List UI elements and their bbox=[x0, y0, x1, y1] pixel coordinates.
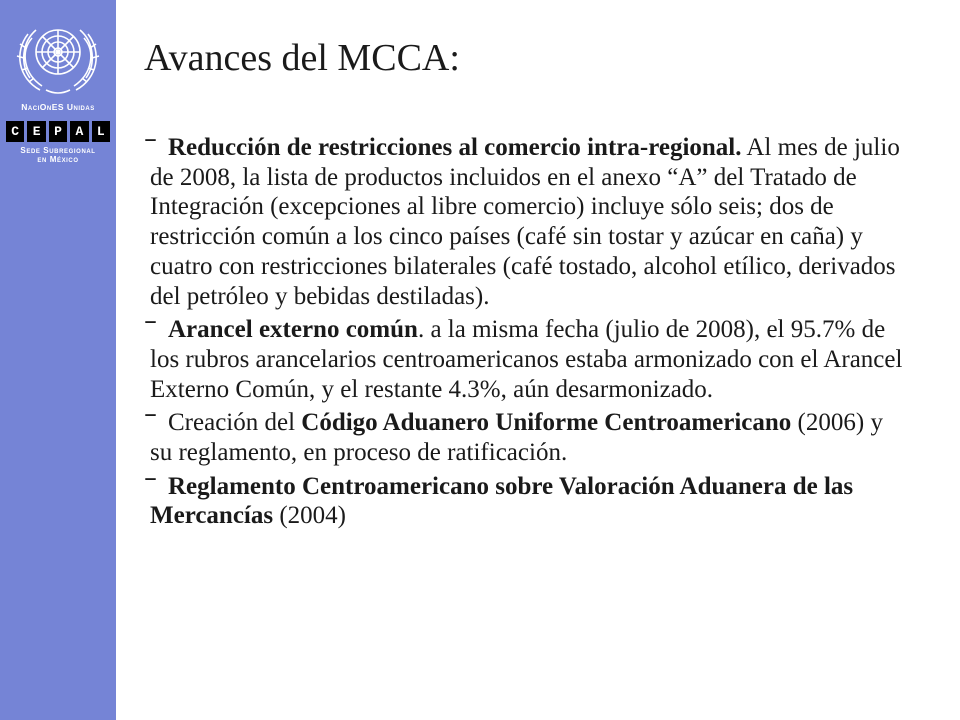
bullet-bold: Reglamento Centroamericano sobre Valoración Aduanera de las Mercancías bbox=[150, 472, 854, 530]
dash-bullet-icon: – bbox=[144, 124, 157, 154]
bullet-text: (2004) bbox=[273, 502, 347, 530]
dash-bullet-icon: – bbox=[144, 462, 157, 493]
sidebar bbox=[0, 0, 116, 720]
dash-bullet-icon: – bbox=[144, 399, 157, 430]
org-name: NaciOnES Unidas bbox=[21, 102, 95, 112]
sede-line-1: Sede Subregional bbox=[20, 146, 96, 155]
cepal-letter: E bbox=[27, 121, 45, 142]
bullet-body bbox=[150, 133, 910, 311]
cepal-logo bbox=[6, 121, 110, 142]
cepal-letter: A bbox=[70, 121, 88, 142]
sede-line-2: en México bbox=[37, 155, 79, 164]
bullet-text: (2006) y su reglamento, en proceso de ratificación. bbox=[150, 409, 883, 467]
bullet-bold: Código Aduanero Uniforme Centroamericano bbox=[301, 409, 792, 437]
bullet-list bbox=[144, 124, 910, 535]
bullet-text: . a la misma fecha (julio de 2008), el 95.7% de los rubros arancelarios centroamericanos estaba armonizado con el Arancel Externo Común, y el restante 4.3%, aún desarmonizado. bbox=[150, 316, 903, 403]
un-emblem-icon bbox=[6, 8, 110, 98]
cepal-letter: C bbox=[6, 121, 24, 142]
bullet-bold: Reducción de restricciones al comercio intra-regional. bbox=[168, 134, 742, 161]
cepal-letter: P bbox=[49, 121, 67, 142]
slide-title: Avances del MCCA: bbox=[144, 37, 460, 79]
bullet-body bbox=[150, 408, 910, 467]
bullet-bold: Arancel externo común bbox=[168, 316, 418, 344]
dash-bullet-icon: – bbox=[144, 306, 157, 337]
bullet-item bbox=[144, 399, 910, 467]
bullet-body bbox=[150, 315, 910, 404]
bullet-body bbox=[150, 472, 910, 531]
bullet-item bbox=[144, 124, 910, 311]
bullet-item bbox=[144, 306, 910, 404]
bullet-text: Al mes de julio de 2008, la lista de productos incluidos en el anexo “A” del Tratado de Integración (excepciones al libre comercio) incluye sólo seis; dos de restricción común a los cinco países (café sin tostar y azúcar en caña) y cuatro con restricciones bilaterales (café tostado, alcohol etílico, derivados del petróleo y bebidas destiladas). bbox=[150, 134, 900, 310]
cepal-letter: L bbox=[92, 121, 110, 142]
bullet-item bbox=[144, 462, 910, 531]
sede-label bbox=[0, 146, 116, 164]
bullet-pre: Creación del bbox=[168, 409, 302, 437]
